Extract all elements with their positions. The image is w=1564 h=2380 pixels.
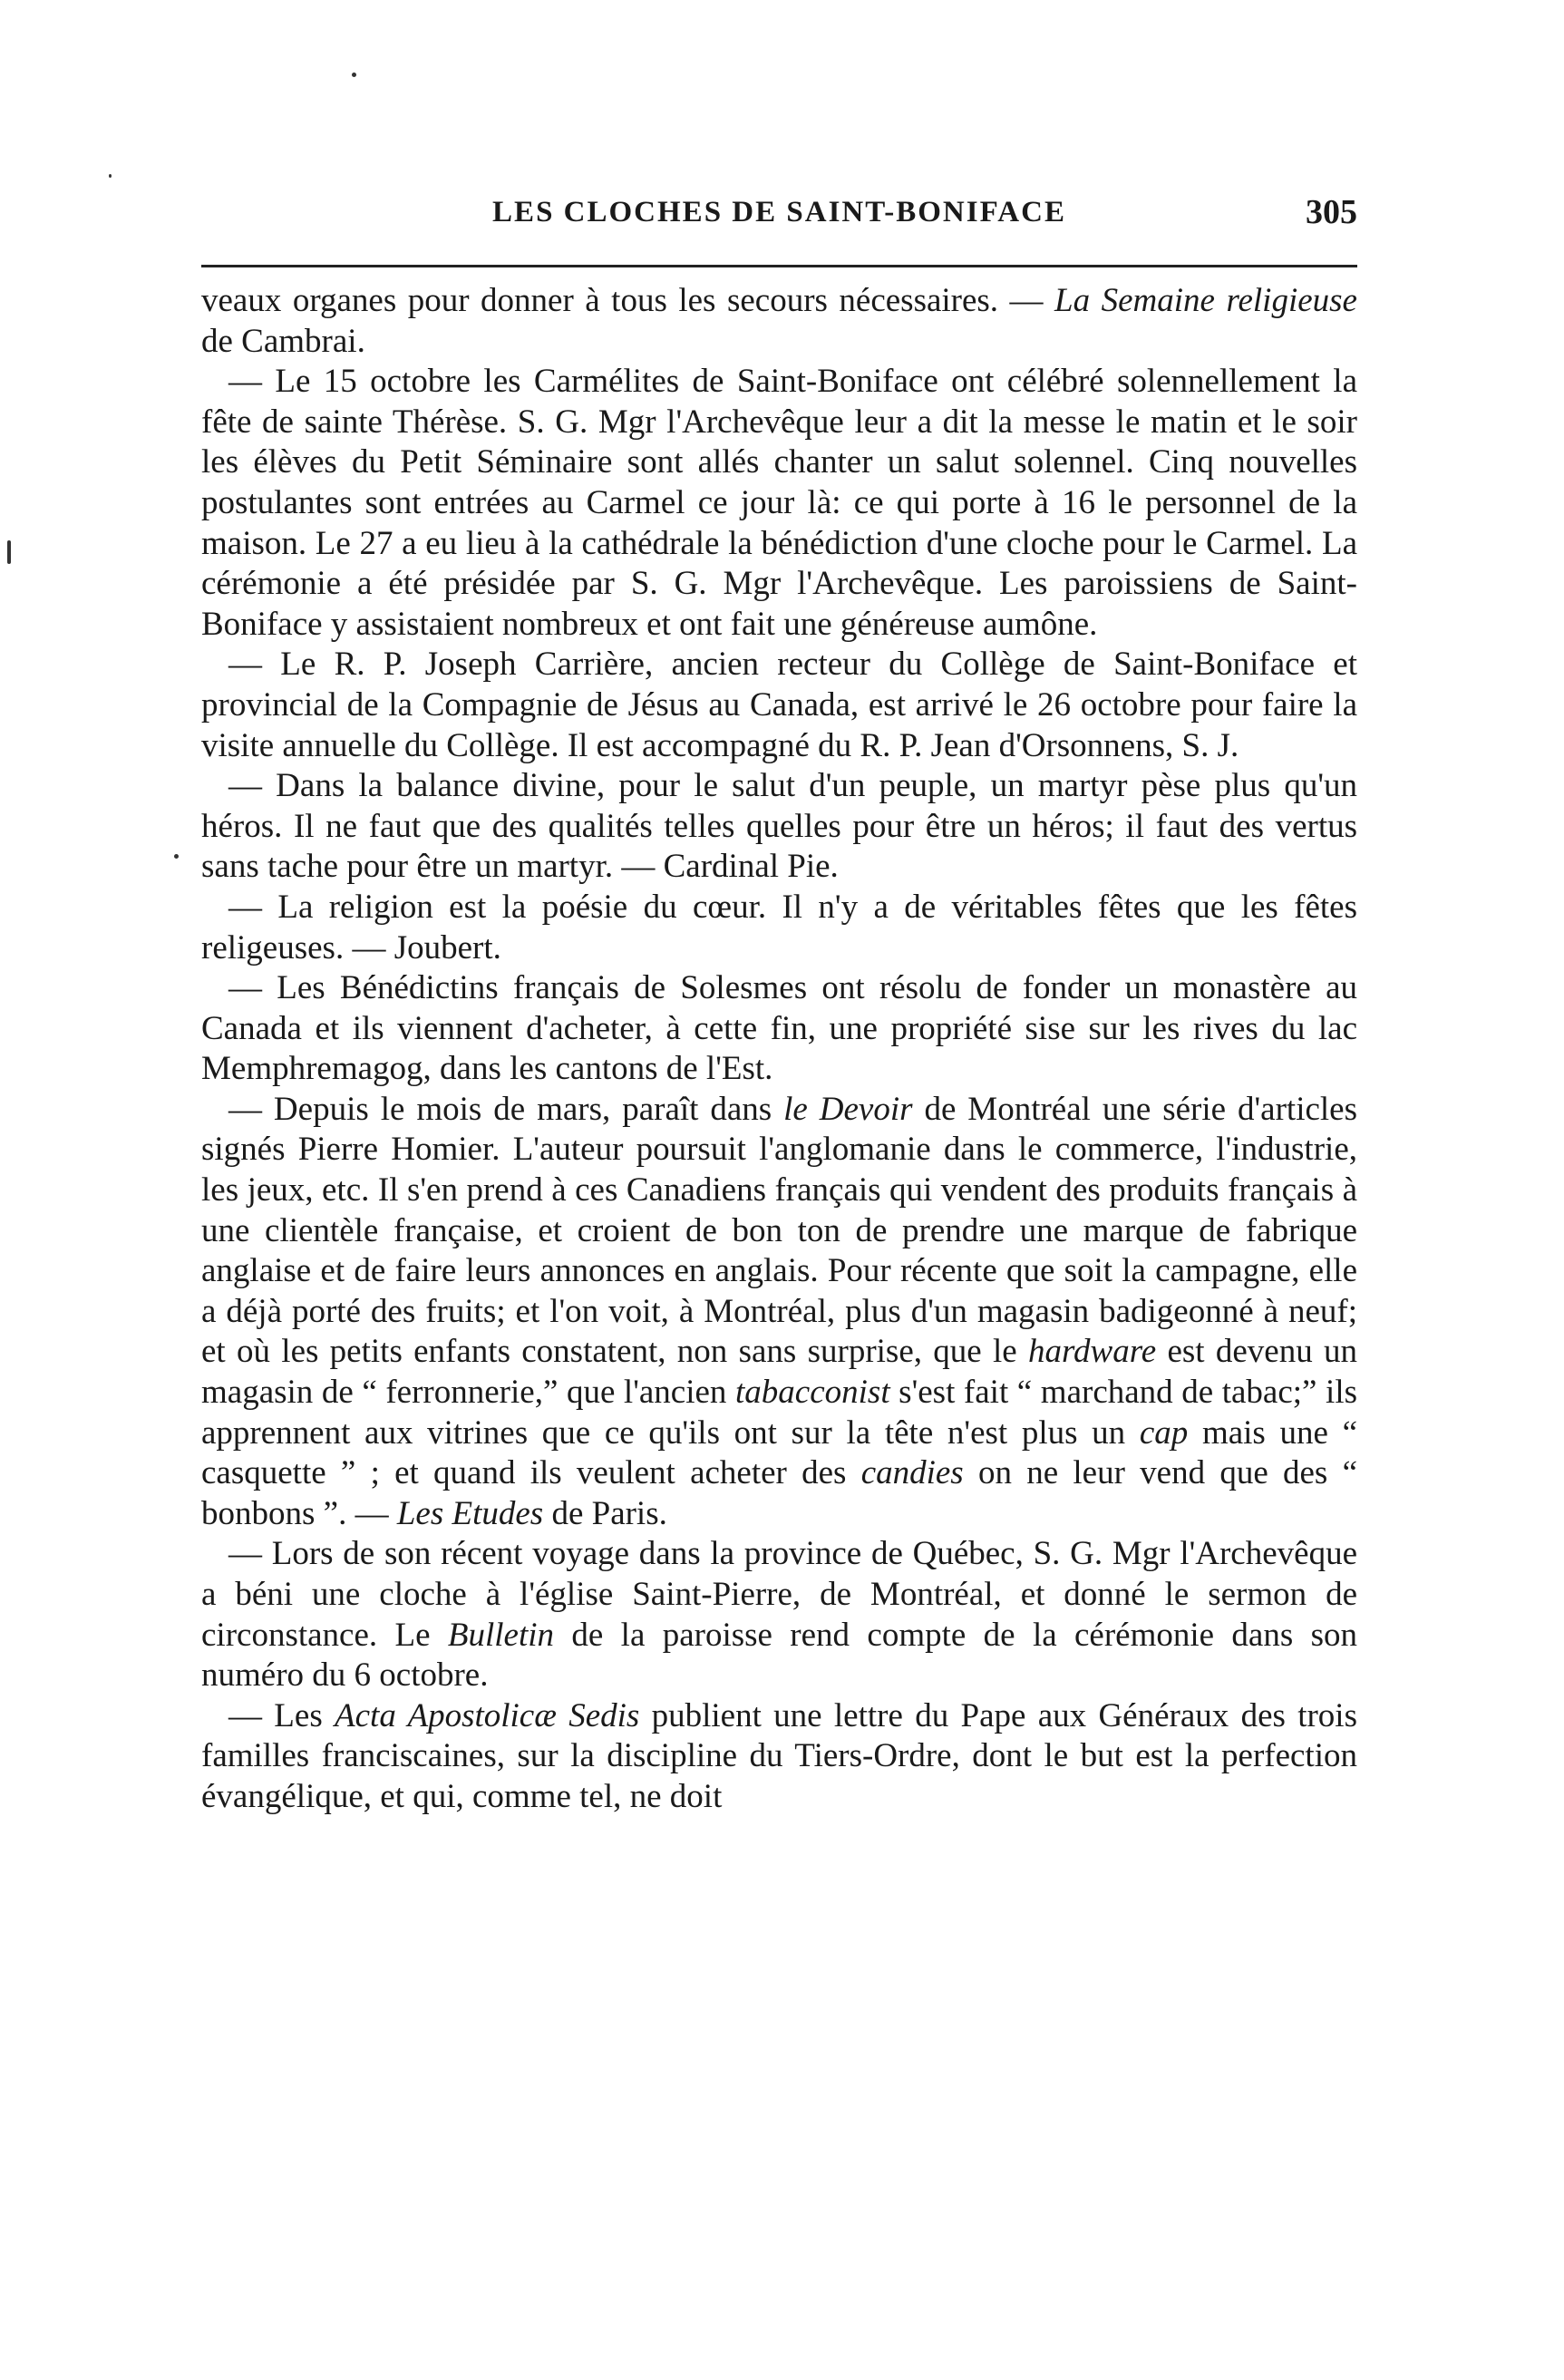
scan-speck — [352, 73, 356, 77]
body-text — [201, 281, 1357, 1818]
italic-text: Les Etudes — [396, 1494, 544, 1532]
text-run: — Les — [228, 1696, 335, 1734]
text-run: de Cambrai. — [201, 322, 365, 360]
paragraph — [201, 1696, 1357, 1818]
text-run: on ne leur vend que des “ bonbons ”. — — [201, 1454, 1357, 1532]
paragraph — [201, 362, 1357, 645]
text-run: de Montréal une série d'articles signés Pierre Homier. L'auteur poursuit l'anglomanie dans le commerce, l'industrie, les jeux, etc. Il s'en prend à ces Canadiens français qui vendent des produits français à une clientèle française, et croient de bon ton de prendre une marque de fabrique anglaise et de faire leurs annonces en anglais. Pour récente que soit la campagne, elle a déjà porté des fruits; et l'on voit, à Montréal, plus d'un magasin badigeonné à neuf; et où les petits enfants constatent, non sans surprise, que le — [201, 1090, 1358, 1371]
paragraph — [201, 1534, 1357, 1695]
text-run: est devenu un magasin de “ ferronnerie,” que l'ancien — [201, 1333, 1357, 1412]
text-run: — Depuis le mois de mars, paraît dans — [228, 1090, 784, 1128]
italic-text: cap — [1139, 1413, 1189, 1452]
text-run: — Le R. P. Joseph Carrière, ancien recteur du Collège de Saint-Boniface et provincial de la Compagnie de Jésus au Canada, est arrivé le 26 octobre pour faire la visite annuelle du Collège. Il est accompagné du R. P. Jean d'Orsonnens, S. J. — [201, 646, 1357, 764]
text-run: — Les Bénédictins français de Solesmes ont résolu de fonder un monastère au Canada et ils viennent d'acheter, à cette fin, une propriété sise sur les rives du lac Memphremagog, dans les cantons de l'Est. — [201, 969, 1357, 1088]
paragraph — [201, 1090, 1357, 1535]
scan-speck — [7, 540, 11, 564]
italic-text: Acta Apostolicæ Sedis — [335, 1696, 640, 1734]
italic-text: Bulletin — [447, 1616, 555, 1654]
italic-text: La Semaine religieuse — [1054, 282, 1357, 319]
italic-text: le Devoir — [783, 1090, 913, 1128]
text-run: veaux organes pour donner à tous les secours nécessaires. — — [201, 282, 1055, 319]
text-run: de Paris. — [543, 1494, 667, 1532]
italic-text: hardware — [1028, 1333, 1157, 1371]
text-run: — Le 15 octobre les Carmélites de Saint-Boniface ont célébré solennellement la fête de sainte Thérèse. S. G. Mgr l'Archevêque leur a dit la messe le matin et le soir les élèves du Petit Séminaire sont allés chanter un salut solennel. Cinq nouvelles postulantes sont entrées au Carmel ce jour là: ce qui porte à 16 le personnel de la maison. Le 27 a eu lieu à la cathédrale la bénédiction d'une cloche pour le Carmel. La cérémonie a été présidée par S. G. Mgr l'Archevêque. Les paroissiens de Saint-Boniface y assistaient nombreux et ont fait une généreuse aumône. — [201, 363, 1357, 643]
paragraph — [201, 888, 1357, 968]
italic-text: tabacconist — [735, 1374, 890, 1412]
header-rule — [201, 265, 1357, 267]
paragraph — [201, 968, 1357, 1090]
text-run: mais une “ casquette ” ; et quand ils veulent acheter des — [201, 1413, 1357, 1492]
text-run: — La religion est la poésie du cœur. Il n'y a de véritables fêtes que les fêtes religeuses. — Joubert. — [201, 888, 1357, 967]
text-run: — Dans la balance divine, pour le salut d'un peuple, un martyr pèse plus qu'un héros. Il ne faut que des qualités telles quelles pour être un héros; il faut des vertus sans tache pour être un martyr. — Cardinal Pie. — [201, 767, 1357, 886]
italic-text: candies — [860, 1454, 964, 1492]
text-run: s'est fait “ marchand de tabac;” ils apprennent aux vitrines que ce qu'ils ont sur la tête n'est plus un — [201, 1374, 1358, 1452]
paragraph — [201, 281, 1357, 362]
paragraph — [201, 766, 1357, 888]
text-run: de la paroisse rend compte de la cérémonie dans son numéro du 6 octobre. — [201, 1616, 1357, 1695]
scan-speck — [174, 854, 179, 859]
text-run: publient une lettre du Pape aux Généraux des trois familles franciscaines, sur la discipline du Tiers-Ordre, dont le but est la perfection évangélique, et qui, comme tel, ne doit — [201, 1696, 1357, 1815]
paragraph — [201, 645, 1357, 766]
page-header — [201, 189, 1357, 243]
page-number: 305 — [1306, 193, 1357, 231]
scan-speck — [109, 174, 112, 178]
running-title: LES CLOCHES DE SAINT-BONIFACE — [492, 196, 1066, 228]
text-run: — Lors de son récent voyage dans la province de Québec, S. G. Mgr l'Archevêque a béni une cloche à l'église Saint-Pierre, de Montréal, et donné le sermon de circonstance. Le — [201, 1535, 1357, 1654]
